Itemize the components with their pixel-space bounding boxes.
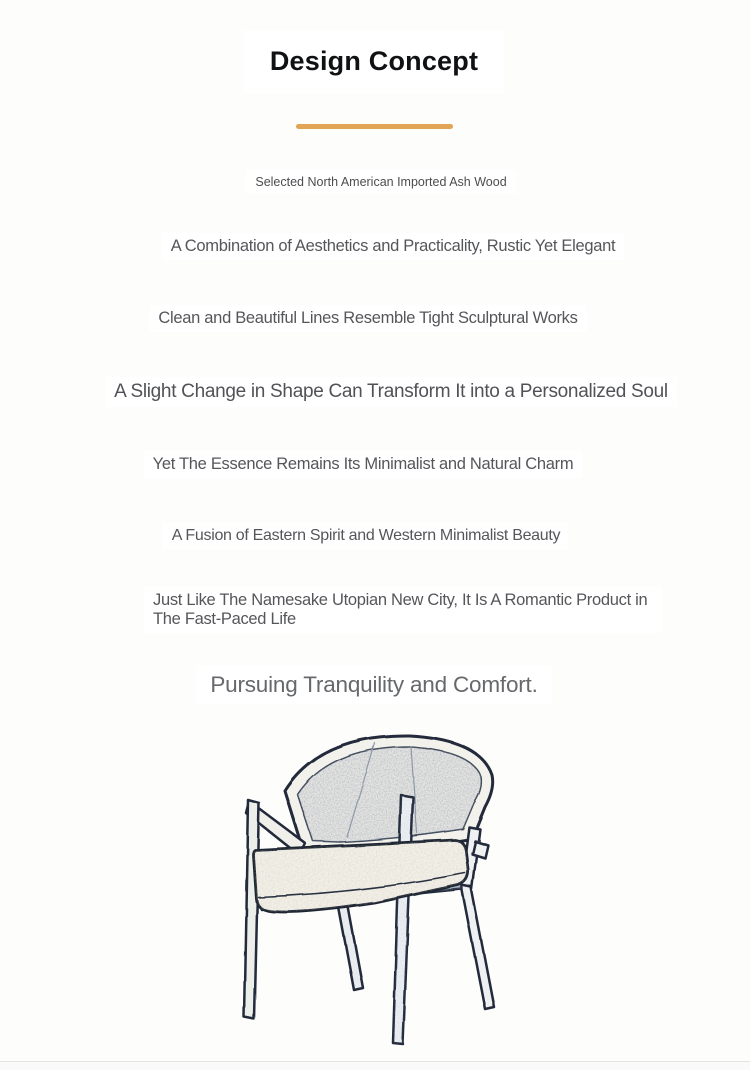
statement-line-2: Clean and Beautiful Lines Resemble Tight Sculptural Works — [149, 305, 586, 332]
statement-line-5: A Fusion of Eastern Spirit and Western Minimalist Beauty — [163, 523, 569, 549]
chair-sketch-illustration — [225, 727, 507, 1049]
subtitle: Selected North American Imported Ash Wood — [245, 170, 516, 194]
chair-sketch-icon — [225, 727, 507, 1049]
page-title: Design Concept — [244, 30, 504, 93]
statement-line-1: A Combination of Aesthetics and Practicality, Rustic Yet Elegant — [162, 233, 625, 260]
statement-line-4: Yet The Essence Remains Its Minimalist and Natural Charm — [144, 451, 583, 478]
bottom-strip — [0, 1062, 750, 1070]
statement-line-6: Just Like The Namesake Utopian New City, It Is A Romantic Product in The Fast-Paced Life — [144, 587, 662, 633]
statement-line-3: A Slight Change in Shape Can Transform It into a Personalized Soul — [105, 377, 677, 407]
closing-tagline: Pursuing Tranquility and Comfort. — [196, 666, 551, 704]
accent-divider — [296, 124, 453, 129]
